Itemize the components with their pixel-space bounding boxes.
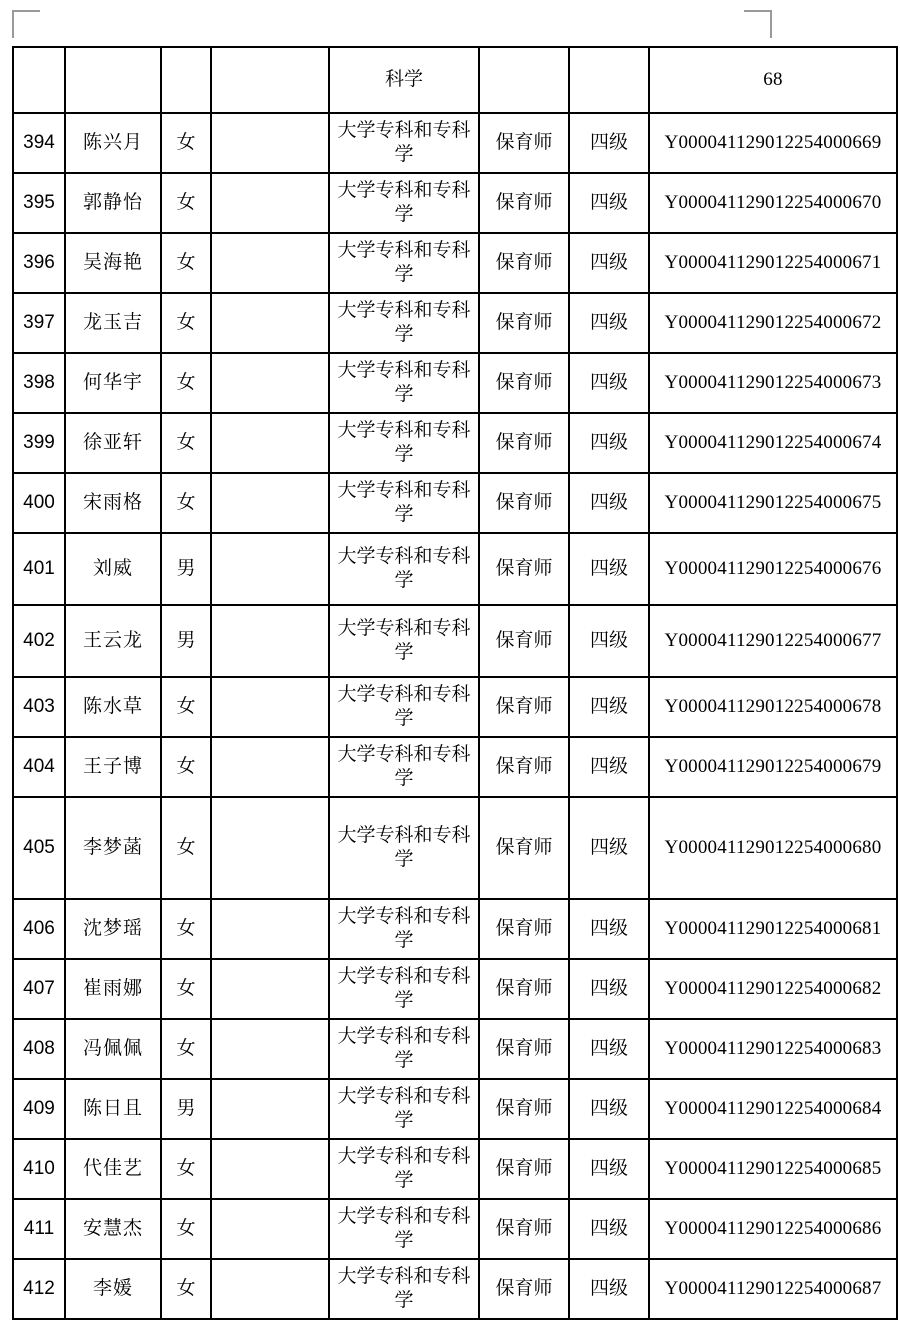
- cell-occupation: 保育师: [479, 605, 569, 677]
- cell-name: 王子博: [65, 737, 161, 797]
- table-row: [13, 677, 897, 737]
- cell-blank: [211, 353, 329, 413]
- cell-name: 吴海艳: [65, 233, 161, 293]
- cell-blank: [211, 959, 329, 1019]
- cell-occupation: 保育师: [479, 353, 569, 413]
- cell-level: 四级: [569, 173, 649, 233]
- cell-seq: 409: [13, 1079, 65, 1139]
- cell-education: 大学专科和专科学: [329, 353, 479, 413]
- cell-blank: [211, 47, 329, 113]
- cell-certificate: Y000041129012254000677: [649, 605, 897, 677]
- cell-name: 龙玉吉: [65, 293, 161, 353]
- cell-education: 大学专科和专科学: [329, 1079, 479, 1139]
- cell-education: 大学专科和专科学: [329, 173, 479, 233]
- cell-education: 大学专科和专科学: [329, 233, 479, 293]
- cell-sex: 女: [161, 1139, 211, 1199]
- cell-level: 四级: [569, 1079, 649, 1139]
- cell-certificate: Y000041129012254000681: [649, 899, 897, 959]
- cell-blank: [211, 797, 329, 899]
- cell-certificate: 68: [649, 47, 897, 113]
- cell-name: 沈梦瑶: [65, 899, 161, 959]
- cell-sex: 男: [161, 1079, 211, 1139]
- cell-certificate: Y000041129012254000676: [649, 533, 897, 605]
- cell-blank: [211, 1079, 329, 1139]
- cell-certificate: Y000041129012254000680: [649, 797, 897, 899]
- cell-certificate: Y000041129012254000674: [649, 413, 897, 473]
- cell-level: [569, 47, 649, 113]
- table-row: [13, 1019, 897, 1079]
- cell-education: 大学专科和专科学: [329, 797, 479, 899]
- cell-occupation: 保育师: [479, 899, 569, 959]
- cell-occupation: 保育师: [479, 1019, 569, 1079]
- cell-seq: 404: [13, 737, 65, 797]
- cell-blank: [211, 1139, 329, 1199]
- table-row: [13, 173, 897, 233]
- cell-blank: [211, 677, 329, 737]
- cell-level: 四级: [569, 605, 649, 677]
- cell-certificate: Y000041129012254000685: [649, 1139, 897, 1199]
- cell-level: 四级: [569, 959, 649, 1019]
- table-row: [13, 899, 897, 959]
- cell-blank: [211, 533, 329, 605]
- cell-education: 大学专科和专科学: [329, 1019, 479, 1079]
- cell-level: 四级: [569, 533, 649, 605]
- cell-occupation: [479, 47, 569, 113]
- cell-education: 大学专科和专科学: [329, 677, 479, 737]
- cell-certificate: Y000041129012254000673: [649, 353, 897, 413]
- cell-certificate: Y000041129012254000675: [649, 473, 897, 533]
- cell-sex: 女: [161, 959, 211, 1019]
- cell-education: 大学专科和专科学: [329, 959, 479, 1019]
- table-row: [13, 533, 897, 605]
- cell-level: 四级: [569, 293, 649, 353]
- table-row: [13, 353, 897, 413]
- cell-seq: 395: [13, 173, 65, 233]
- table-row: [13, 1259, 897, 1319]
- table-row: [13, 413, 897, 473]
- cell-seq: 405: [13, 797, 65, 899]
- cell-occupation: 保育师: [479, 533, 569, 605]
- cell-sex: 女: [161, 737, 211, 797]
- cell-blank: [211, 1019, 329, 1079]
- cell-seq: 398: [13, 353, 65, 413]
- cell-name: 宋雨格: [65, 473, 161, 533]
- cell-sex: 女: [161, 293, 211, 353]
- cell-name: 陈水草: [65, 677, 161, 737]
- cell-name: 冯佩佩: [65, 1019, 161, 1079]
- page-corner-mark-top-right: [744, 10, 772, 38]
- cell-blank: [211, 233, 329, 293]
- cell-certificate: Y000041129012254000683: [649, 1019, 897, 1079]
- cell-occupation: 保育师: [479, 1079, 569, 1139]
- cell-sex: 女: [161, 797, 211, 899]
- cell-seq: 394: [13, 113, 65, 173]
- cell-education: 大学专科和专科学: [329, 899, 479, 959]
- roster-table-container: [12, 46, 896, 1320]
- table-row: [13, 737, 897, 797]
- cell-occupation: 保育师: [479, 473, 569, 533]
- cell-occupation: 保育师: [479, 113, 569, 173]
- cell-sex: 女: [161, 413, 211, 473]
- cell-name: 安慧杰: [65, 1199, 161, 1259]
- cell-level: 四级: [569, 899, 649, 959]
- cell-seq: 402: [13, 605, 65, 677]
- table-row: [13, 1079, 897, 1139]
- cell-sex: 女: [161, 173, 211, 233]
- cell-seq: 400: [13, 473, 65, 533]
- cell-sex: 女: [161, 899, 211, 959]
- table-row: [13, 605, 897, 677]
- cell-education: 大学专科和专科学: [329, 473, 479, 533]
- table-row: [13, 293, 897, 353]
- table-row: [13, 113, 897, 173]
- cell-seq: 410: [13, 1139, 65, 1199]
- cell-sex: 女: [161, 1199, 211, 1259]
- cell-name: 陈日且: [65, 1079, 161, 1139]
- cell-sex: 男: [161, 533, 211, 605]
- cell-sex: 男: [161, 605, 211, 677]
- cell-blank: [211, 1259, 329, 1319]
- cell-blank: [211, 173, 329, 233]
- cell-sex: 女: [161, 1259, 211, 1319]
- cell-name: 李媛: [65, 1259, 161, 1319]
- cell-blank: [211, 473, 329, 533]
- table-row: [13, 233, 897, 293]
- cell-seq: 412: [13, 1259, 65, 1319]
- cell-level: 四级: [569, 473, 649, 533]
- cell-name: 陈兴月: [65, 113, 161, 173]
- cell-education: 大学专科和专科学: [329, 1139, 479, 1199]
- cell-level: 四级: [569, 413, 649, 473]
- cell-education: 大学专科和专科学: [329, 605, 479, 677]
- cell-blank: [211, 1199, 329, 1259]
- cell-occupation: 保育师: [479, 173, 569, 233]
- roster-table-body: [13, 47, 897, 1319]
- cell-occupation: 保育师: [479, 959, 569, 1019]
- cell-certificate: Y000041129012254000686: [649, 1199, 897, 1259]
- page-corner-mark-top-left: [12, 10, 40, 38]
- cell-level: 四级: [569, 1139, 649, 1199]
- cell-level: 四级: [569, 1259, 649, 1319]
- cell-sex: 女: [161, 677, 211, 737]
- cell-education: 科学: [329, 47, 479, 113]
- cell-certificate: Y000041129012254000671: [649, 233, 897, 293]
- cell-occupation: 保育师: [479, 413, 569, 473]
- cell-name: 郭静怡: [65, 173, 161, 233]
- cell-name: 徐亚轩: [65, 413, 161, 473]
- cell-sex: 女: [161, 113, 211, 173]
- cell-occupation: 保育师: [479, 233, 569, 293]
- cell-seq: 407: [13, 959, 65, 1019]
- cell-education: 大学专科和专科学: [329, 1259, 479, 1319]
- cell-name: 刘威: [65, 533, 161, 605]
- cell-seq: 403: [13, 677, 65, 737]
- cell-name: [65, 47, 161, 113]
- cell-name: 王云龙: [65, 605, 161, 677]
- cell-occupation: 保育师: [479, 797, 569, 899]
- cell-education: 大学专科和专科学: [329, 113, 479, 173]
- table-row: [13, 797, 897, 899]
- table-row: [13, 1199, 897, 1259]
- cell-seq: 396: [13, 233, 65, 293]
- cell-certificate: Y000041129012254000684: [649, 1079, 897, 1139]
- cell-blank: [211, 293, 329, 353]
- cell-seq: 397: [13, 293, 65, 353]
- table-row: [13, 1139, 897, 1199]
- cell-blank: [211, 899, 329, 959]
- cell-certificate: Y000041129012254000682: [649, 959, 897, 1019]
- cell-sex: 女: [161, 1019, 211, 1079]
- cell-level: 四级: [569, 677, 649, 737]
- cell-occupation: 保育师: [479, 293, 569, 353]
- cell-blank: [211, 113, 329, 173]
- table-row-partial: [13, 47, 897, 113]
- cell-level: 四级: [569, 1019, 649, 1079]
- cell-certificate: Y000041129012254000669: [649, 113, 897, 173]
- table-row: [13, 473, 897, 533]
- cell-certificate: Y000041129012254000678: [649, 677, 897, 737]
- cell-seq: 411: [13, 1199, 65, 1259]
- cell-name: 李梦菡: [65, 797, 161, 899]
- cell-occupation: 保育师: [479, 1259, 569, 1319]
- cell-level: 四级: [569, 353, 649, 413]
- cell-occupation: 保育师: [479, 737, 569, 797]
- cell-name: 代佳艺: [65, 1139, 161, 1199]
- roster-table: [12, 46, 898, 1320]
- cell-education: 大学专科和专科学: [329, 293, 479, 353]
- cell-blank: [211, 413, 329, 473]
- cell-certificate: Y000041129012254000687: [649, 1259, 897, 1319]
- cell-seq: 406: [13, 899, 65, 959]
- cell-level: 四级: [569, 233, 649, 293]
- cell-certificate: Y000041129012254000670: [649, 173, 897, 233]
- cell-sex: 女: [161, 233, 211, 293]
- cell-sex: [161, 47, 211, 113]
- cell-education: 大学专科和专科学: [329, 413, 479, 473]
- cell-education: 大学专科和专科学: [329, 1199, 479, 1259]
- table-row: [13, 959, 897, 1019]
- cell-name: 何华宇: [65, 353, 161, 413]
- cell-seq: 399: [13, 413, 65, 473]
- cell-blank: [211, 605, 329, 677]
- cell-certificate: Y000041129012254000679: [649, 737, 897, 797]
- cell-blank: [211, 737, 329, 797]
- cell-level: 四级: [569, 797, 649, 899]
- cell-occupation: 保育师: [479, 1199, 569, 1259]
- cell-occupation: 保育师: [479, 677, 569, 737]
- cell-sex: 女: [161, 473, 211, 533]
- cell-certificate: Y000041129012254000672: [649, 293, 897, 353]
- cell-level: 四级: [569, 1199, 649, 1259]
- cell-seq: 408: [13, 1019, 65, 1079]
- cell-level: 四级: [569, 113, 649, 173]
- cell-occupation: 保育师: [479, 1139, 569, 1199]
- cell-sex: 女: [161, 353, 211, 413]
- cell-name: 崔雨娜: [65, 959, 161, 1019]
- cell-seq: [13, 47, 65, 113]
- cell-education: 大学专科和专科学: [329, 533, 479, 605]
- cell-seq: 401: [13, 533, 65, 605]
- cell-level: 四级: [569, 737, 649, 797]
- cell-education: 大学专科和专科学: [329, 737, 479, 797]
